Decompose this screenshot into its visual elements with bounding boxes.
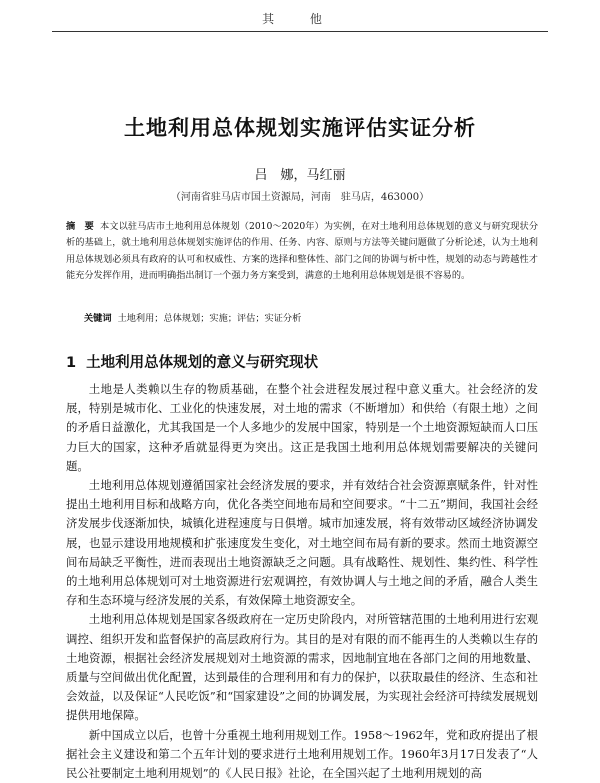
body-text — [66, 380, 538, 783]
authors: 吕 娜，马红丽 — [254, 168, 346, 183]
section-heading — [66, 351, 318, 372]
running-head: 其 他 — [262, 12, 338, 26]
header-rule — [52, 31, 548, 32]
keywords-text: 土地利用；总体规划；实施；评估；实证分析 — [117, 313, 302, 324]
article-title: 土地利用总体规划实施评估实证分析 — [124, 115, 476, 140]
abstract-label: 摘 要 — [66, 221, 94, 232]
keywords-label: 关键词 — [84, 313, 112, 324]
affiliation: （河南省驻马店市国土资源局，河南 驻马店，463000） — [170, 192, 430, 203]
paragraph: 土地利用总体规划是国家各级政府在一定历史阶段内，对所管辖范围的土地利用进行宏观调控、组织开发和监督保护的高层政府行为。其目的是对有限的而不能再生的人类赖以生存的土地资源，根据社会经济发展规划对土地资源的需求，因地制宜地在各部门之间的用地数量、质量与空间做出优化配置，达到最佳的合理利用和有力的保护，以获取最佳的经济、生态和社会效益，以及保证“人民吃饭”和“国家建设”之间的协调发展，为实现社会经济可持续发展规划提供用地保障。 — [66, 612, 538, 723]
keywords — [84, 310, 544, 324]
section-number: 1 — [66, 355, 77, 371]
paragraph: 土地是人类赖以生存的物质基础，在整个社会进程发展过程中意义重大。社会经济的发展，特别是城市化、工业化的快速发展，对土地的需求（不断增加）和供给（有限土地）之间的矛盾日益激化，尤其我国是一个人多地少的发展中国家，特别是一个土地资源短缺而人口压力巨大的国家，这种矛盾就显得更为突出。这正是我国土地利用总体规划需要解决的关键问题。 — [66, 382, 538, 473]
paragraph: 土地利用总体规划遵循国家社会经济发展的要求，并有效结合社会资源禀赋条件，针对性提出土地利用目标和战略方向，优化各类空间地布局和空间要求。“十二五”期间，我国社会经济发展步伐逐渐加快，城镇化进程速度与日俱增。城市加速发展，将有效带动区域经济协调发展，也显示建设用地规模和扩张速度发生变化，对土地空间布局有新的要求。然而土地资源空间布局缺乏平衡性，进而表现出土地资源缺乏之问题。具有战略性、规划性、集约性、科学性的土地利用总体规划可对土地资源进行宏观调控，有效协调人与土地之间的矛盾，融合人类生存和生态环境与经济发展的关系，有效保障土地资源安全。 — [66, 478, 538, 608]
abstract-text: 本文以驻马店市土地利用总体规划（2010～2020年）为实例，在对土地利用总体规划的意义与研究现状分析的基础上，就土地利用总体规划实施评估的作用、任务、内容、原则与方法等关键问题做了分析论述，认为土地利用总体规划必须具有政府的认可和权威性、方案的选择和整体性、部门之间的协调与析中性，规划的动态与跨越性才能充分发挥作用，进而明确指出制订一个强力务方案受到，满意的土地利用总体规划是很不容易的。 — [66, 221, 539, 282]
paragraph: 新中国成立以后，也曾十分重视土地利用规划工作。1958～1962年，党和政府提出了根据社会主义建设和第二个五年计划的要求进行土地利用规划工作。1960年3月17日发表了“人民公社要制定土地利用规划”的《人民日报》社论，在全国兴起了土地利用规划的高 — [66, 727, 538, 781]
abstract — [66, 219, 538, 285]
section-title: 土地利用总体规划的意义与研究现状 — [86, 355, 319, 371]
